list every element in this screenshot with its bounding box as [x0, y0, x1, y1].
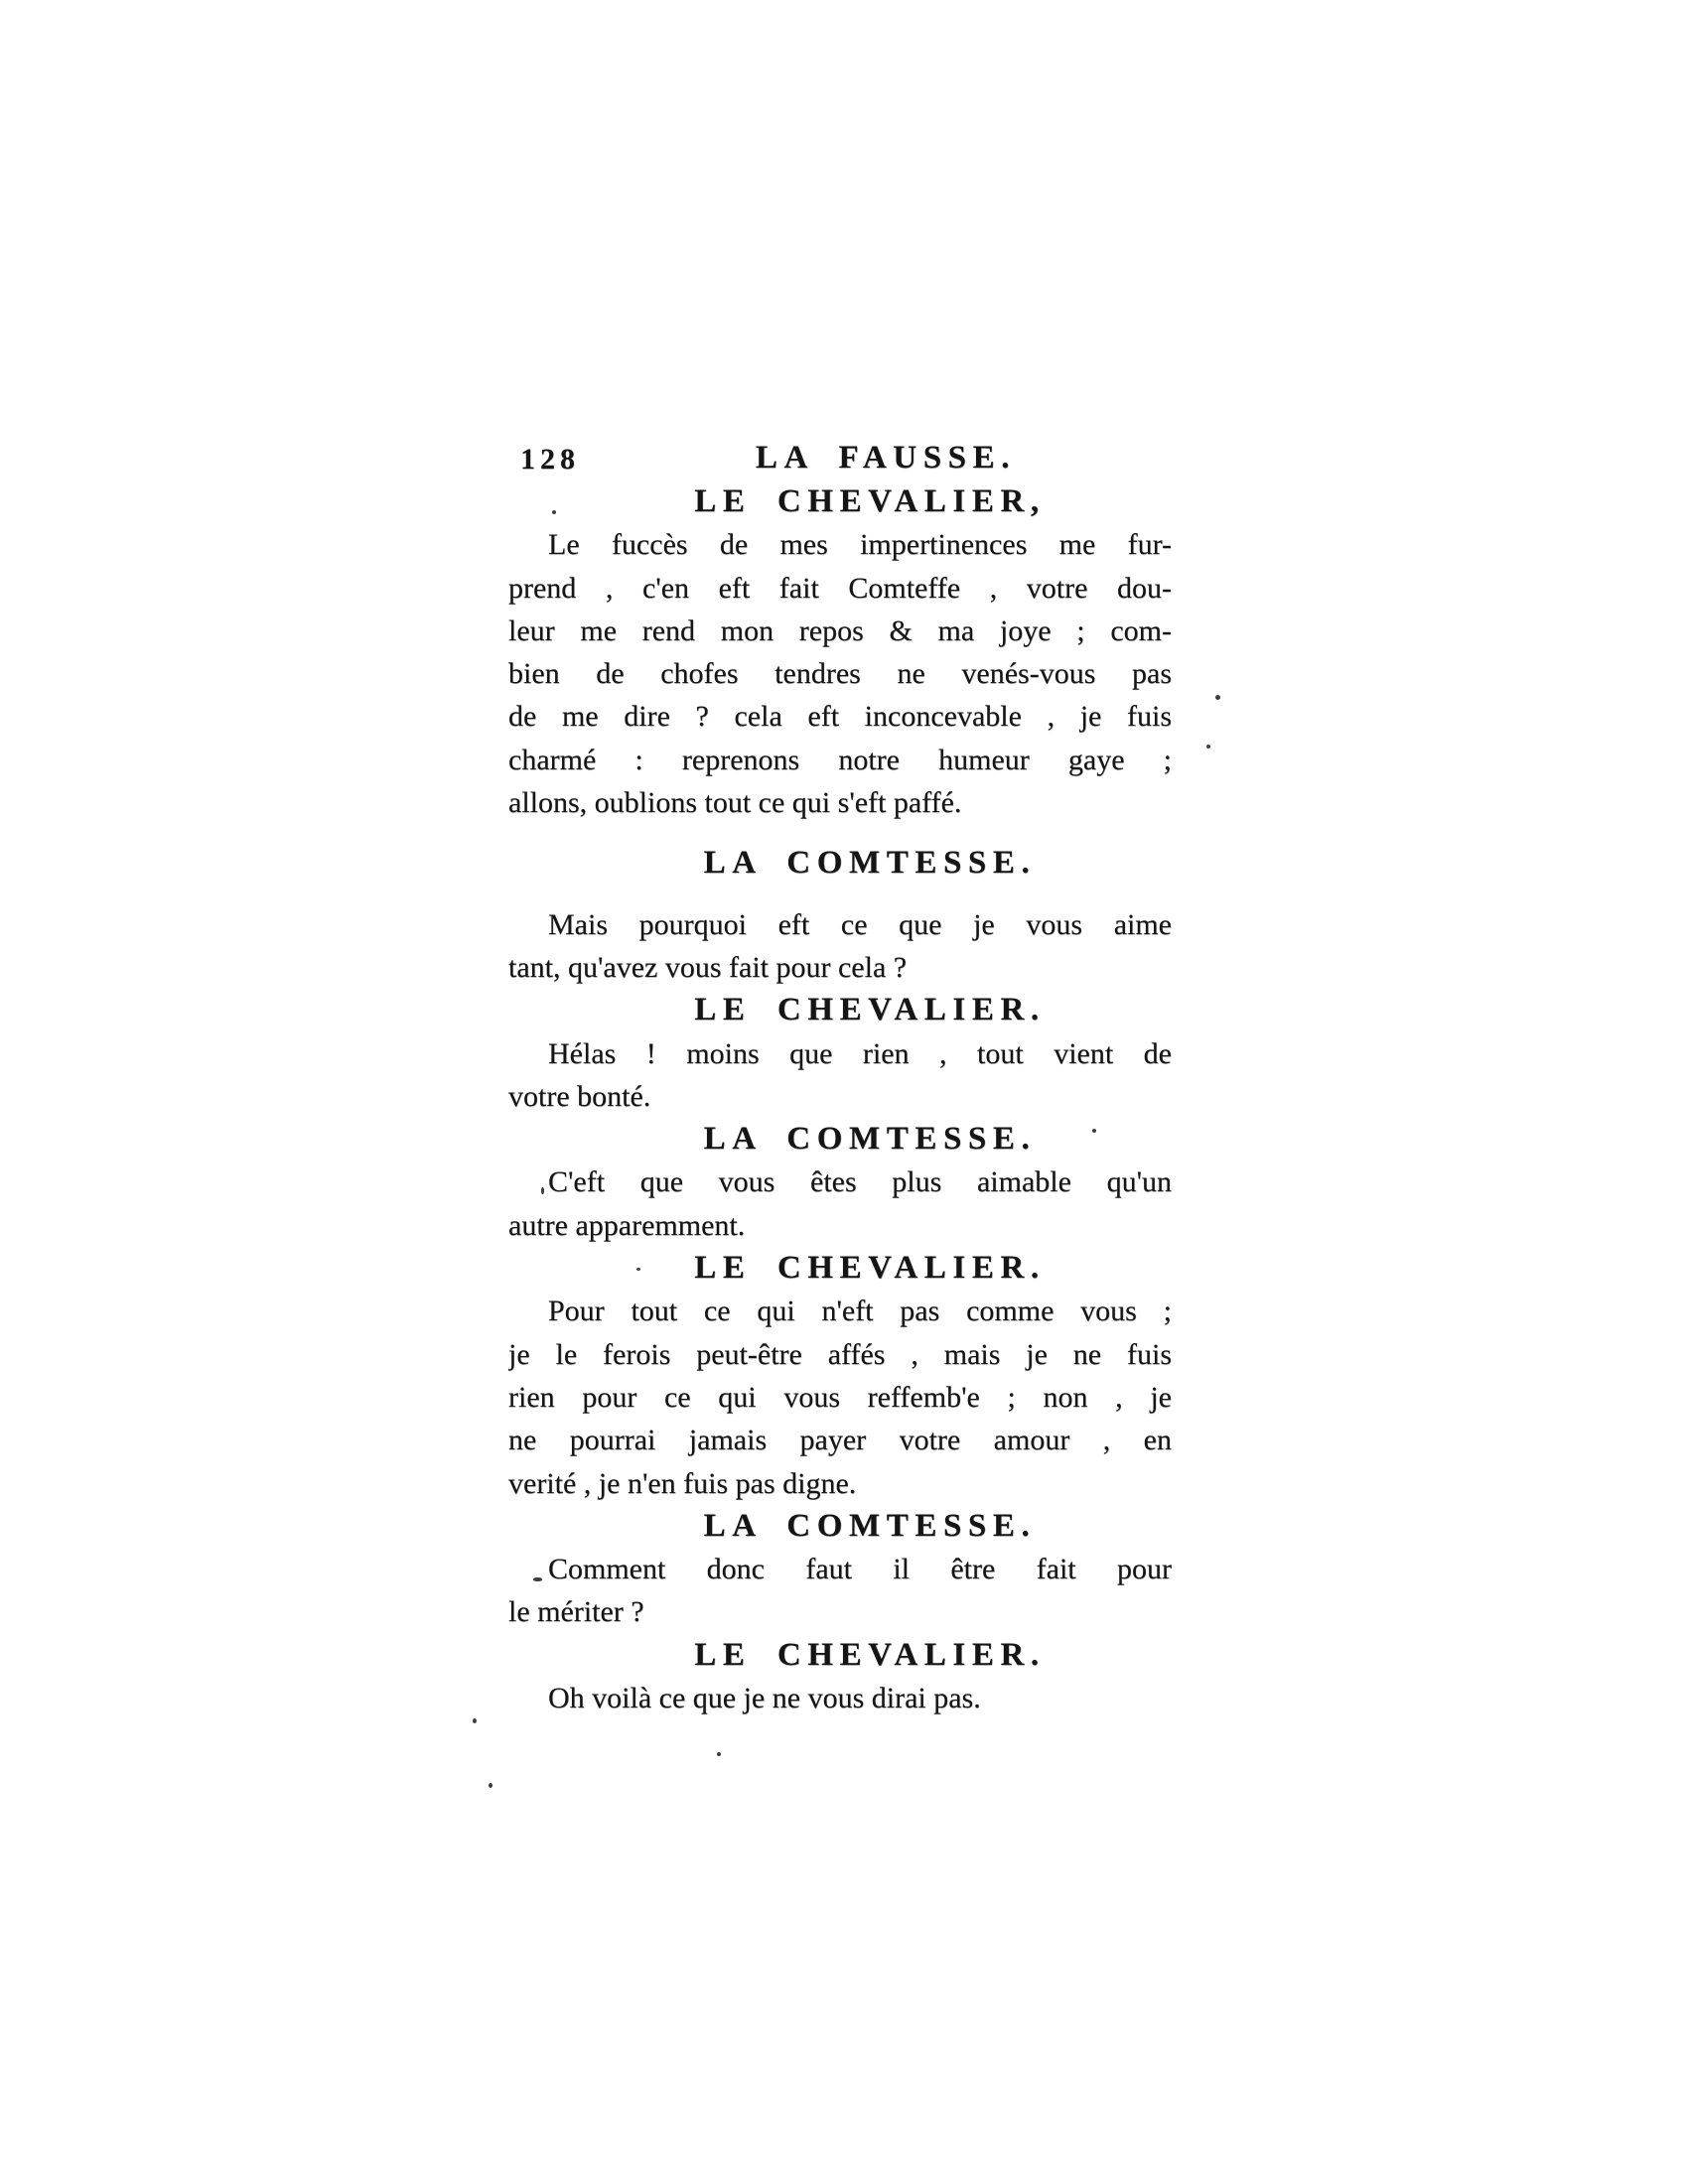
text-line: Comment donc faut il être fait pour	[548, 1553, 1172, 1586]
scan-speck	[541, 1187, 544, 1194]
text-line: Mais pourquoi eft ce que je vous aime	[548, 907, 1172, 941]
scan-speck	[533, 1577, 542, 1581]
scan-speck	[1092, 1129, 1096, 1133]
text-line: Oh voilà ce que je ne vous dirai pas.	[548, 1682, 981, 1715]
scan-speck	[552, 510, 556, 514]
text-line: je le ferois peut-être affés , mais je ne fuis	[508, 1337, 1172, 1371]
scan-speck	[717, 1752, 721, 1756]
text-line: de me dire ? cela eft inconcevable , je fuis	[508, 700, 1172, 734]
text-line: leur me rend mon repos & ma joye ; com-	[508, 614, 1172, 647]
text-block	[508, 437, 1172, 1719]
text-line: bien de chofes tendres ne venés-vous pas	[508, 657, 1172, 691]
speaker-heading: LE CHEVALIER.	[694, 992, 1046, 1028]
text-line: ne pourrai jamais payer votre amour , en	[508, 1424, 1172, 1457]
text-line: Le fuccès de mes impertinences me fur-	[548, 528, 1172, 562]
text-line: charmé : reprenons notre humeur gaye ;	[508, 743, 1172, 776]
text-line: tant, qu'avez vous fait pour cela ?	[508, 950, 908, 984]
text-line: Hélas ! moins que rien , tout vient de	[548, 1036, 1172, 1070]
scan-speck	[489, 1783, 492, 1788]
speaker-heading: LA COMTESSE.	[703, 845, 1037, 882]
text-line: votre bonté.	[508, 1079, 651, 1113]
text-line: autre apparemment.	[508, 1208, 746, 1242]
scan-speck	[473, 1718, 477, 1723]
scan-speck	[1206, 745, 1210, 749]
speaker-heading: LE CHEVALIER.	[694, 1636, 1046, 1673]
scan-speck	[636, 1268, 640, 1271]
text-line: prend , c'en eft fait Comteffe , votre dou-	[508, 571, 1172, 605]
speaker-heading: LE CHEVALIER,	[694, 483, 1046, 519]
text-line: allons, oublions tout ce qui s'eft paffé.	[508, 786, 962, 820]
text-line: rien pour ce qui vous reffemb'e ; non , je	[508, 1380, 1172, 1414]
speaker-heading: LA COMTESSE.	[703, 1121, 1037, 1158]
running-title: LA FAUSSE.	[755, 440, 1017, 476]
text-line: verité , je n'en fuis pas digne.	[508, 1466, 857, 1500]
speaker-heading: LA COMTESSE.	[703, 1507, 1037, 1544]
page-header	[508, 437, 1172, 480]
page-number: 128	[520, 443, 580, 476]
scan-speck	[1215, 695, 1220, 700]
text-line: C'eft que vous êtes plus aimable qu'un	[548, 1165, 1172, 1199]
text-line: le mériter ?	[508, 1595, 644, 1629]
speaker-heading: LE CHEVALIER.	[694, 1250, 1046, 1287]
text-line: Pour tout ce qui n'eft pas comme vous ;	[548, 1295, 1172, 1328]
